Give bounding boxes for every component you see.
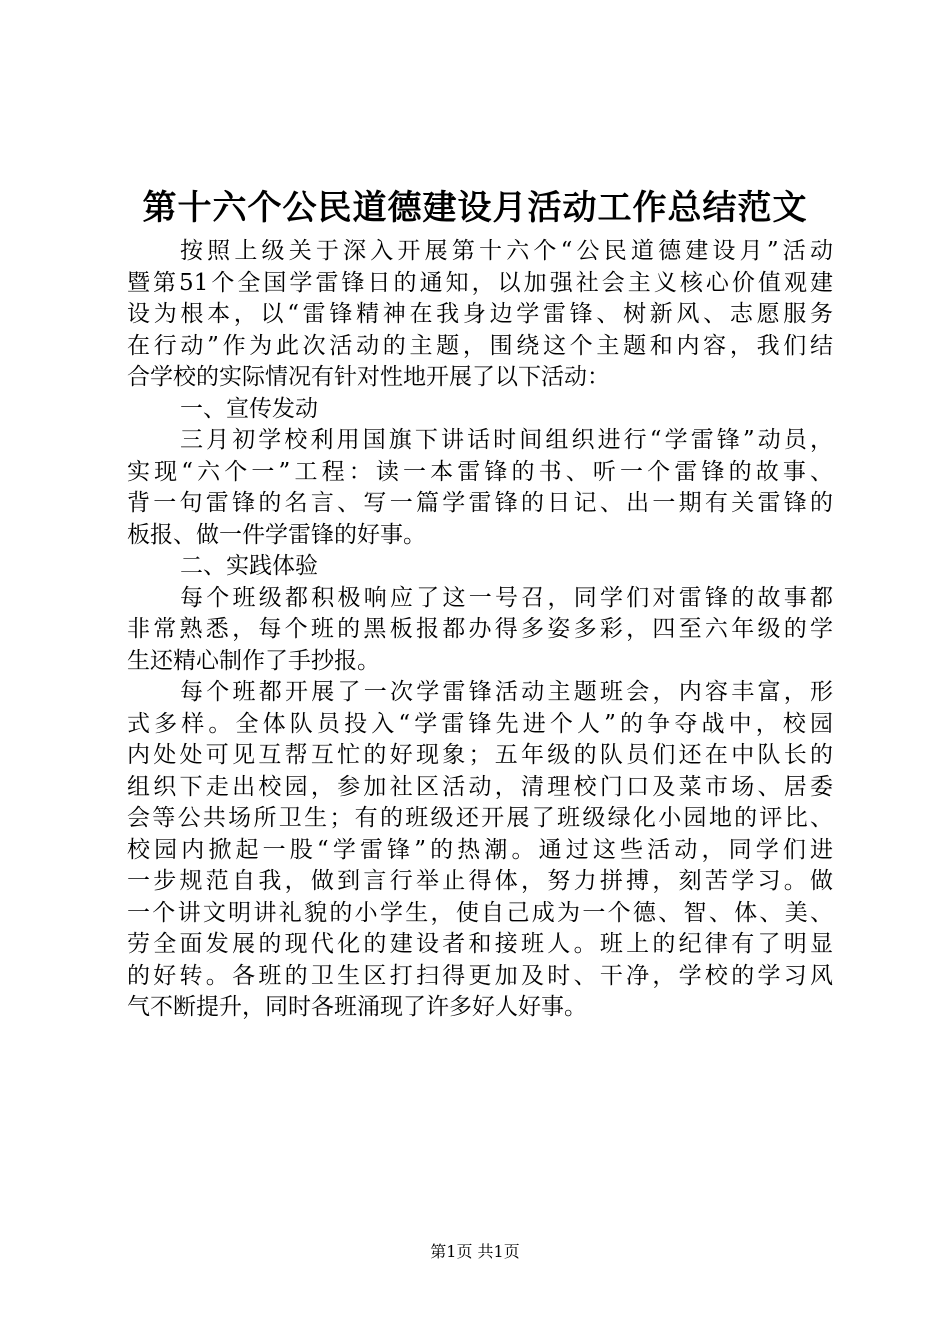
paragraph-line: 组织下走出校园，参加社区活动，清理校门口及菜市场、居委 [127, 773, 833, 800]
page-number-footer: 第1页 共1页 [430, 1242, 520, 1261]
document-title: 第十六个公民道德建设月活动工作总结范文 [142, 188, 808, 228]
paragraph-line: 内处处可见互帮互忙的好现象；五年级的队员们还在中队长的 [127, 742, 833, 768]
paragraph-line: 在行动”作为此次活动的主题，围绕这个主题和内容，我们结 [127, 332, 833, 359]
paragraph-line: 气不断提升，同时各班涌现了许多好人好事。 [127, 994, 587, 1020]
paragraph-line: 生还精心制作了手抄报。 [127, 647, 380, 674]
paragraph-line: 校园内掀起一股“学雷锋”的热潮。通过这些活动，同学们进 [127, 836, 833, 863]
paragraph-line: 背一句雷锋的名言、写一篇学雷锋的日记、出一期有关雷锋的 [127, 490, 833, 516]
section-heading: 二、实践体验 [180, 553, 318, 579]
paragraph-line: 劳全面发展的现代化的建设者和接班人。班上的纪律有了明显 [127, 931, 833, 957]
section-heading: 一、宣传发动 [180, 395, 318, 422]
paragraph-line: 实现“六个一”工程：读一本雷锋的书、听一个雷锋的故事、 [127, 458, 833, 485]
document-body [127, 236, 833, 1024]
paragraph-line: 暨第51个全国学雷锋日的通知，以加强社会主义核心价值观建 [127, 269, 833, 296]
paragraph-line: 板报、做一件学雷锋的好事。 [127, 521, 426, 548]
paragraph-line: 非常熟悉，每个班的黑板报都办得多姿多彩，四至六年级的学 [127, 616, 833, 642]
paragraph-line: 设为根本，以“雷锋精神在我身边学雷锋、树新风、志愿服务 [127, 301, 833, 327]
paragraph-line: 一步规范自我，做到言行举止得体，努力拼搏，刻苦学习。做 [127, 868, 833, 894]
paragraph-line: 会等公共场所卫生；有的班级还开展了班级绿化小园地的评比、 [127, 805, 833, 831]
paragraph-line: 每个班级都积极响应了这一号召，同学们对雷锋的故事都 [180, 584, 833, 611]
paragraph-line: 三月初学校利用国旗下讲话时间组织进行“学雷锋”动员， [180, 427, 833, 453]
paragraph-line: 一个讲文明讲礼貌的小学生，使自己成为一个德、智、体、美、 [127, 899, 833, 926]
paragraph-line: 式多样。全体队员投入“学雷锋先进个人”的争夺战中，校园 [127, 710, 833, 737]
paragraph-line: 按照上级关于深入开展第十六个“公民道德建设月”活动 [180, 238, 833, 264]
paragraph-line: 每个班都开展了一次学雷锋活动主题班会，内容丰富，形 [180, 679, 833, 705]
paragraph-line: 合学校的实际情况有针对性地开展了以下活动： [127, 364, 610, 390]
paragraph-line: 的好转。各班的卫生区打扫得更加及时、干净，学校的学习风 [127, 962, 833, 989]
